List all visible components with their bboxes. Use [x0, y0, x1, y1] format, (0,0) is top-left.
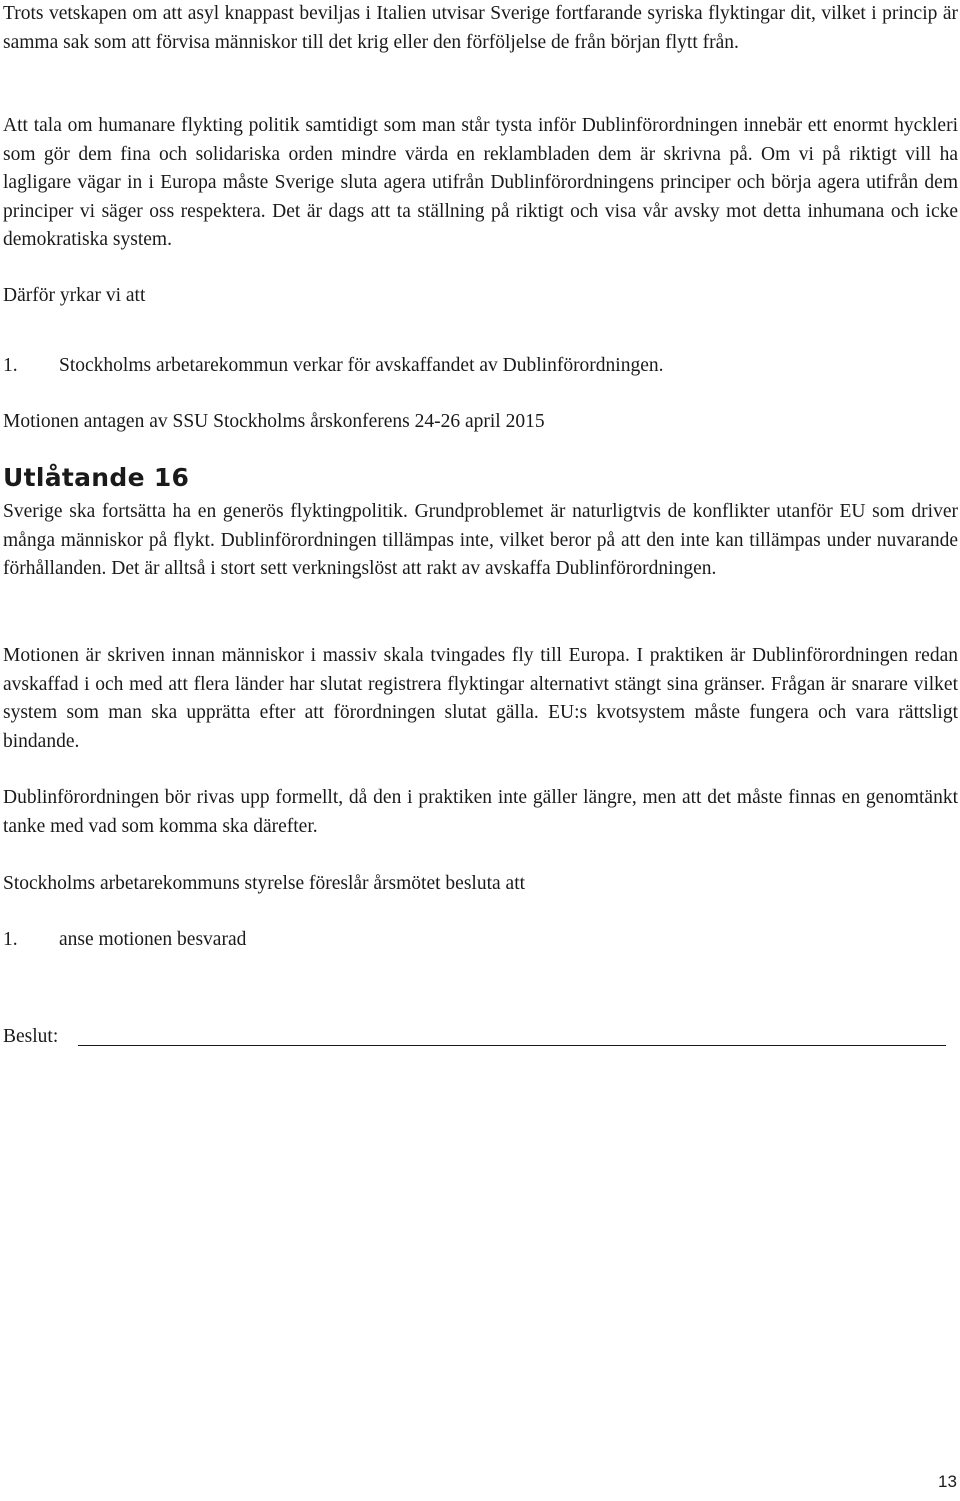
decision-label: Beslut: — [3, 1026, 59, 1047]
adoption-note: Motionen antagen av SSU Stockholms årskonferens 24-26 april 2015 — [3, 411, 545, 432]
statement-heading: Utlåtande 16 — [3, 463, 190, 492]
decision-row — [3, 1022, 946, 1052]
board-proposal-intro: Stockholms arbetarekommuns styrelse föreslår årsmötet besluta att — [3, 873, 526, 894]
statement-paragraph: Motionen är skriven innan människor i massiv skala tvingades fly till Europa. I praktiken är Dublinförordningen redan avskaffad i och med att flera länder har slutat registrera flyktingar alternativt stängt sina gränser. Frågan är snarare vilket system som man ska upprätta efter att förordningen slutat gälla. EU:s kvotsystem måste fungera och vara rättsligt bindande. — [3, 645, 958, 752]
statement-paragraph: Sverige ska fortsätta ha en generös flyktingpolitik. Grundproblemet är naturligtvis de konflikter utanför EU som driver många människor på flykt. Dublinförordningen tillämpas inte, vilket beror på att den inte kan tillämpas under nuvarande förhållanden. Det är alltså i stort sett verkningslöst att rakt av avskaffa Dublinförordningen. — [3, 501, 958, 580]
board-proposal-item — [3, 926, 246, 955]
decision-signature-line — [78, 1045, 946, 1046]
motion-demand-number: 1. — [3, 355, 18, 376]
board-proposal-number: 1. — [3, 929, 18, 950]
intro-paragraph: Trots vetskapen om att asyl knappast beviljas i Italien utvisar Sverige fortfarande syriska flyktingar dit, vilket i princip är samma sak som att förvisa människor till det krig eller den förföljelse de från början flytt från. — [3, 3, 958, 53]
hypocrisy-paragraph: Att tala om humanare flykting politik samtidigt som man står tysta inför Dublinförordningen innebär ett enormt hyckleri som gör dem fina och solidariska orden mindre värda en reklambladen dem är skrivna på. Om vi på riktigt vill ha lagligare vägar in i Europa måste Sverige sluta agera utifrån Dublinförordningens principer och börja agera utifrån dem principer vi säger oss respektera. Det är dags att ta ställning på riktigt och visa vår avsky mot detta inhumana och icke demokratiska system. — [3, 115, 958, 251]
page-number: 13 — [938, 1472, 957, 1491]
therefore-line: Därför yrkar vi att — [3, 285, 146, 306]
statement-paragraph: Dublinförordningen bör rivas upp formellt, då den i praktiken inte gäller längre, men att det måste finnas en genomtänkt tanke med vad som komma ska därefter. — [3, 787, 958, 837]
board-proposal-text: anse motionen besvarad — [59, 929, 247, 950]
motion-demand-item — [3, 352, 664, 381]
motion-demand-text: Stockholms arbetarekommun verkar för avskaffandet av Dublinförordningen. — [59, 355, 664, 376]
